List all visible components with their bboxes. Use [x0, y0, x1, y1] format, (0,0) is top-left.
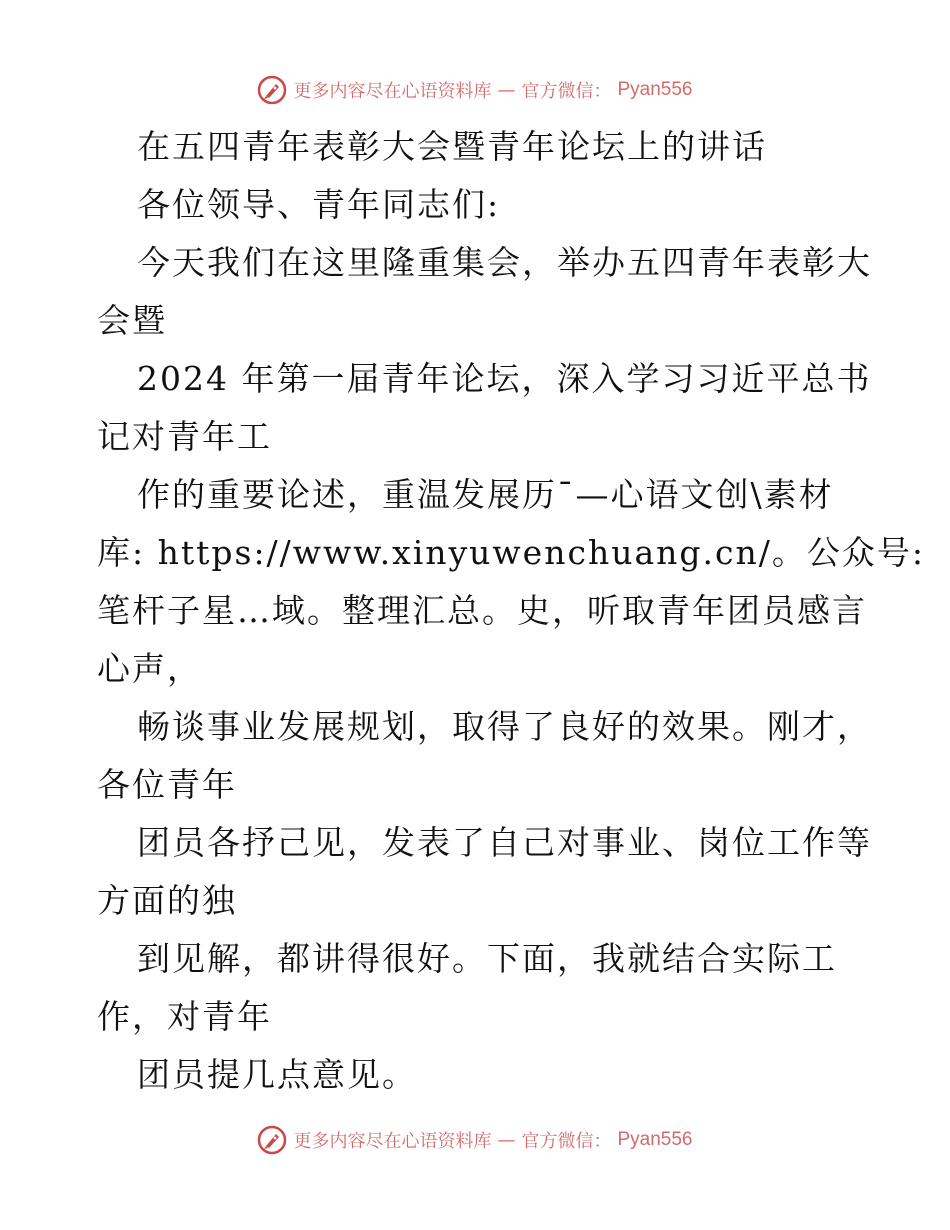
salutation: 各位领导、青年同志们: [137, 185, 501, 224]
watermark-brand-text: 更多内容尽在心语资料库 [293, 81, 492, 102]
watermark-wechat-id: Pyan556 [617, 1129, 693, 1150]
paragraph-line: 库: https://www.xinyuwenchuang.cn/。公众号: [97, 533, 925, 572]
paragraph-line: 会暨 [97, 301, 167, 340]
paragraph-line: 各位青年 [97, 765, 237, 804]
watermark-dash: — [497, 1129, 516, 1151]
paragraph-line: 畅谈事业发展规划，取得了良好的效果。刚才， [137, 707, 872, 746]
pen-nib-logo-icon [257, 75, 287, 105]
paragraph-line: 团员提几点意见。 [137, 1055, 417, 1094]
paragraph-line: 作的重要论述，重温发展历¯—心语文创\素材 [137, 475, 834, 514]
paragraph-line: 今天我们在这里隆重集会，举办五四青年表彰大 [137, 243, 872, 282]
watermark-dash: — [497, 79, 516, 101]
footer-watermark [0, 1120, 950, 1160]
document-title: 在五四青年表彰大会暨青年论坛上的讲话 [137, 127, 767, 166]
pen-nib-logo-icon [257, 1125, 287, 1155]
paragraph-line: 方面的独 [97, 881, 237, 920]
document-body [97, 118, 925, 1104]
watermark-wechat-id: Pyan556 [617, 79, 693, 100]
watermark-brand-text: 更多内容尽在心语资料库 [293, 1131, 492, 1152]
paragraph-line: 到见解，都讲得很好。下面，我就结合实际工 [137, 939, 837, 978]
paragraph-line: 心声， [97, 649, 202, 688]
paragraph-line: 记对青年工 [97, 417, 272, 456]
header-watermark [0, 70, 950, 110]
paragraph-line: 团员各抒己见，发表了自己对事业、岗位工作等 [137, 823, 872, 862]
watermark-wechat-label: 官方微信： [521, 1131, 612, 1152]
paragraph-line: 笔杆子星…域。整理汇总。史，听取青年团员感言 [97, 591, 867, 630]
paragraph-line: 2024 年第一届青年论坛，深入学习习近平总书 [137, 359, 872, 398]
paragraph-line: 作，对青年 [97, 997, 272, 1036]
watermark-wechat-label: 官方微信： [521, 81, 612, 102]
